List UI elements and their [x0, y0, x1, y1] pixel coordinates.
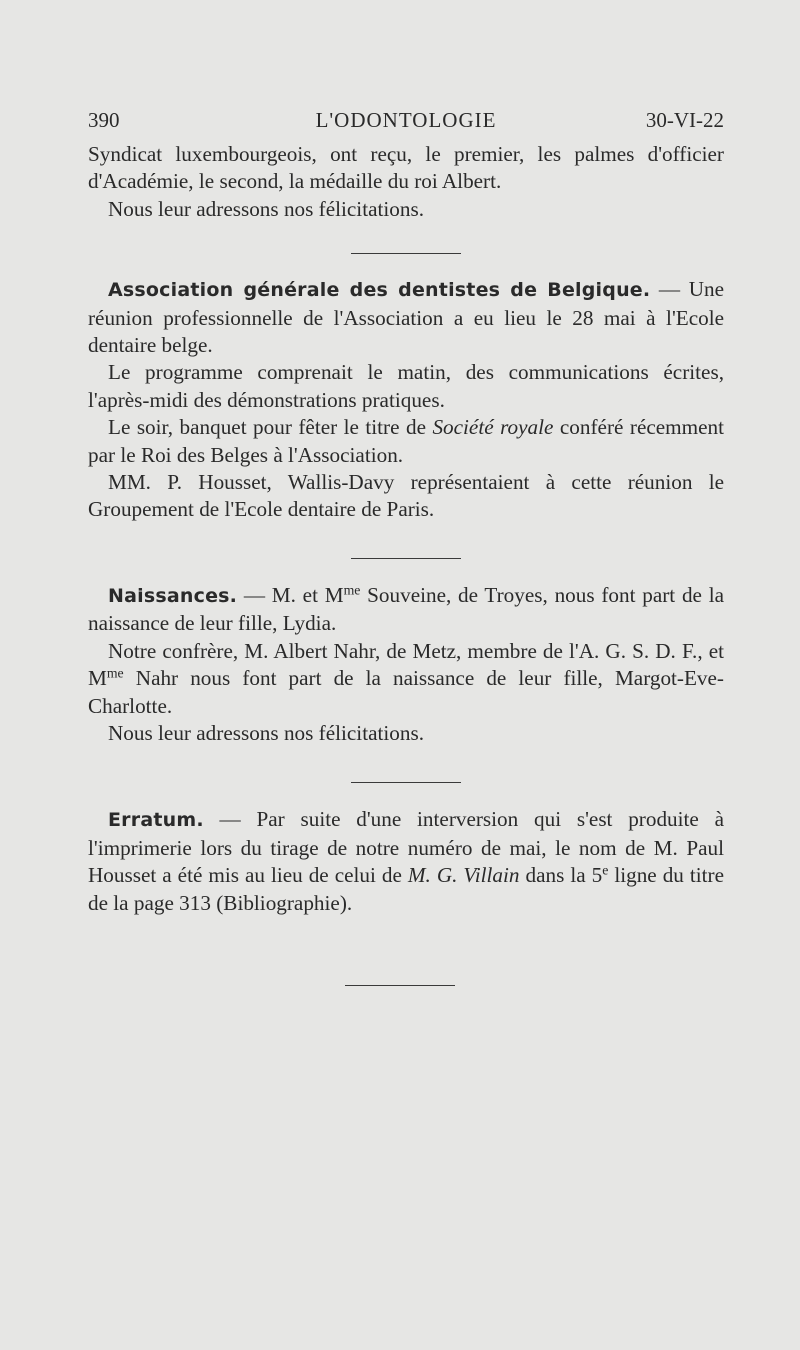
running-header: [88, 108, 724, 136]
intro-paragraph: Syndicat luxembourgeois, ont reçu, le premier, les palmes d'officier d'Académie, le second, la médaille du roi Albert.: [88, 142, 724, 194]
societe-royale-italic: Société royale: [432, 415, 554, 440]
belgique-mm: MM. P. Housset, Wallis-Davy représentaient à cette réunion le Groupement de l'Ecole dentaire de Paris.: [88, 470, 724, 522]
erratum-paragraph: [88, 806, 724, 917]
end-divider: [345, 985, 455, 986]
naissances-text: — M. et M: [237, 582, 344, 607]
intro-congrats: Nous leur adressons nos félicitations.: [108, 196, 424, 221]
section-divider: [351, 782, 461, 783]
belgique-soir-text: Le soir, banquet pour fêter le titre de: [108, 415, 433, 440]
naissances-text: Notre confrère, M. Albert Nahr, de Metz, membre de l'A. G. S. D. F., et M: [88, 638, 724, 691]
belgique-soir-text-end: conféré récemment par le Roi des Belges à l'Association.: [88, 415, 724, 467]
naissances-text-end: Nahr nous font part de la naissance de leur fille, Margot-Eve-Charlotte.: [88, 666, 724, 718]
page-number: 390: [88, 108, 120, 132]
journal-title: L'ODONTOLOGIE: [315, 108, 497, 132]
belgique-lead: — Une réunion professionnelle de l'Association a eu lieu le 28 mai à l'Ecole dentaire belge.: [88, 277, 724, 358]
erratum-text-mid: dans la 5: [519, 863, 603, 888]
superscript: me: [343, 582, 361, 598]
naissances-congrats: Nous leur adressons nos félicitations.: [108, 720, 424, 745]
erratum-text-end: ligne du titre de la page 313 (Bibliographie).: [88, 863, 724, 915]
naissances-heading: Naissances.: [108, 584, 238, 607]
issue-date: 30-VI-22: [645, 108, 724, 132]
erratum-heading: Erratum.: [108, 809, 204, 832]
article-body: [88, 141, 724, 917]
superscript: e: [602, 862, 609, 878]
belgique-heading: Association générale des dentistes de Belgique.: [108, 279, 651, 302]
naissances-paragraph-2: [88, 638, 724, 720]
naissances-text-end: Souveine, de Troyes, nous font part de la naissance de leur fille, Lydia.: [88, 582, 724, 636]
villain-italic: M. G. Villain: [407, 863, 520, 888]
naissances-paragraph-1: [88, 582, 724, 638]
erratum-text: — Par suite d'une interversion qui s'est produite à l'imprimerie lors du tirage de notre numéro de mai, le nom de M. Paul Housset a été mis au lieu de celui de: [88, 807, 724, 888]
belgique-soir: [88, 414, 724, 469]
superscript: me: [106, 665, 124, 681]
section-divider: [351, 253, 461, 254]
section-divider: [351, 558, 461, 559]
belgique-paragraph: [88, 276, 724, 359]
belgique-programme: Le programme comprenait le matin, des communications écrites, l'après-midi des démonstrations pratiques.: [88, 360, 724, 412]
